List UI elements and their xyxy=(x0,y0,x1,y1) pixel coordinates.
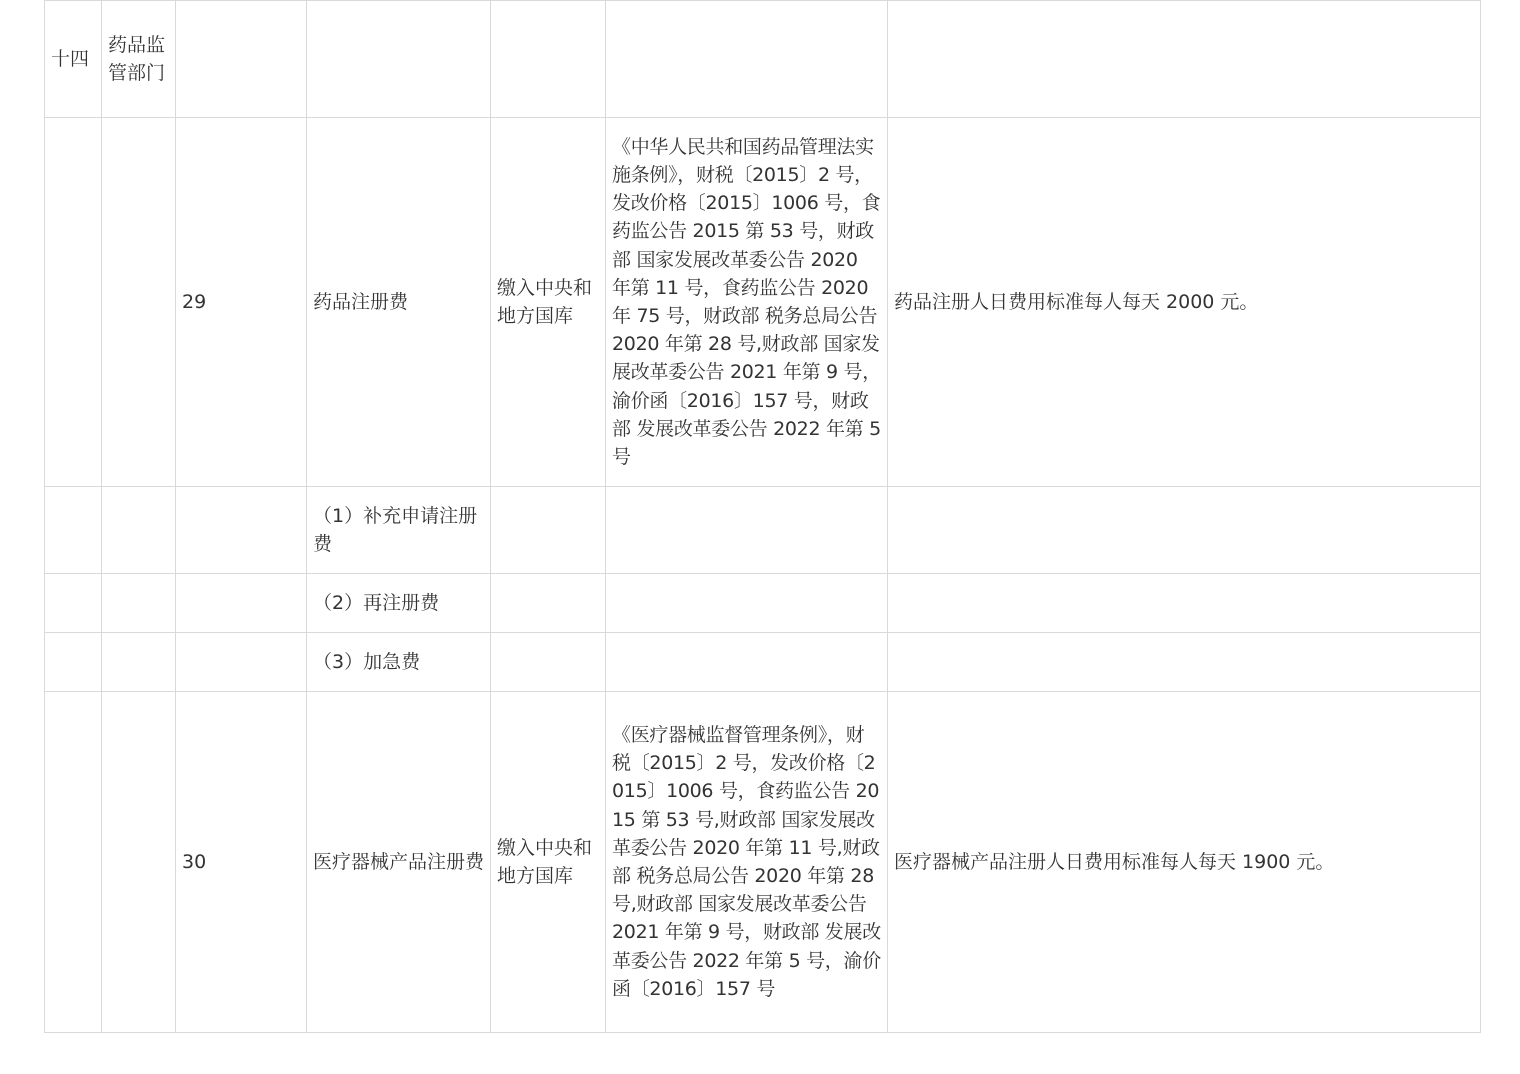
section-number: 十四 xyxy=(45,1,102,118)
fee-table xyxy=(44,0,1481,1033)
empty-cell xyxy=(606,574,888,633)
item-standard: 医疗器械产品注册人日费用标准每人每天 1900 元。 xyxy=(888,692,1481,1033)
empty-cell xyxy=(45,692,102,1033)
empty-cell xyxy=(888,574,1481,633)
item-number: 30 xyxy=(176,692,307,1033)
sub-item-name: （1）补充申请注册费 xyxy=(307,487,491,574)
empty-cell xyxy=(491,1,606,118)
item-basis: 《中华人民共和国药品管理法实施条例》，财税〔2015〕2 号，发改价格〔2015〕1006 号，食药监公告 2015 第 53 号，财政部 国家发展改革委公告 2020 年第 11 号，食药监公告 2020 年 75 号，财政部 税务总局公告 2020 年第 28 号,财政部 国家发展改革委公告 2021 年第 9 号，渝价函〔2016〕157 号，财政部 发展改革委公告 2022 年第 5 号 xyxy=(606,118,888,487)
empty-cell xyxy=(102,487,176,574)
empty-cell xyxy=(102,633,176,692)
empty-cell xyxy=(888,487,1481,574)
empty-cell xyxy=(491,487,606,574)
table-row xyxy=(45,118,1481,487)
empty-cell xyxy=(102,574,176,633)
empty-cell xyxy=(888,1,1481,118)
empty-cell xyxy=(176,633,307,692)
section-header-row xyxy=(45,1,1481,118)
table-row xyxy=(45,692,1481,1033)
empty-cell xyxy=(176,1,307,118)
item-number: 29 xyxy=(176,118,307,487)
empty-cell xyxy=(102,118,176,487)
empty-cell xyxy=(606,487,888,574)
item-basis: 《医疗器械监督管理条例》，财税〔2015〕2 号，发改价格〔2015〕1006 号，食药监公告 2015 第 53 号,财政部 国家发展改革委公告 2020 年第 11 号,财政部 税务总局公告 2020 年第 28 号,财政部 国家发展改革委公告 2021 年第 9 号，财政部 发展改革委公告 2022 年第 5 号，渝价函〔2016〕157 号 xyxy=(606,692,888,1033)
empty-cell xyxy=(102,692,176,1033)
table-row xyxy=(45,487,1481,574)
empty-cell xyxy=(176,487,307,574)
empty-cell xyxy=(45,487,102,574)
empty-cell xyxy=(307,1,491,118)
table-row xyxy=(45,574,1481,633)
item-name: 药品注册费 xyxy=(307,118,491,487)
item-name: 医疗器械产品注册费 xyxy=(307,692,491,1033)
empty-cell xyxy=(491,574,606,633)
empty-cell xyxy=(888,633,1481,692)
empty-cell xyxy=(176,574,307,633)
empty-cell xyxy=(45,633,102,692)
table-row xyxy=(45,633,1481,692)
sub-item-name: （3）加急费 xyxy=(307,633,491,692)
empty-cell xyxy=(606,1,888,118)
section-department: 药品监管部门 xyxy=(102,1,176,118)
empty-cell xyxy=(45,118,102,487)
item-destination: 缴入中央和地方国库 xyxy=(491,692,606,1033)
empty-cell xyxy=(45,574,102,633)
empty-cell xyxy=(606,633,888,692)
empty-cell xyxy=(491,633,606,692)
sub-item-name: （2）再注册费 xyxy=(307,574,491,633)
item-standard: 药品注册人日费用标准每人每天 2000 元。 xyxy=(888,118,1481,487)
item-destination: 缴入中央和地方国库 xyxy=(491,118,606,487)
